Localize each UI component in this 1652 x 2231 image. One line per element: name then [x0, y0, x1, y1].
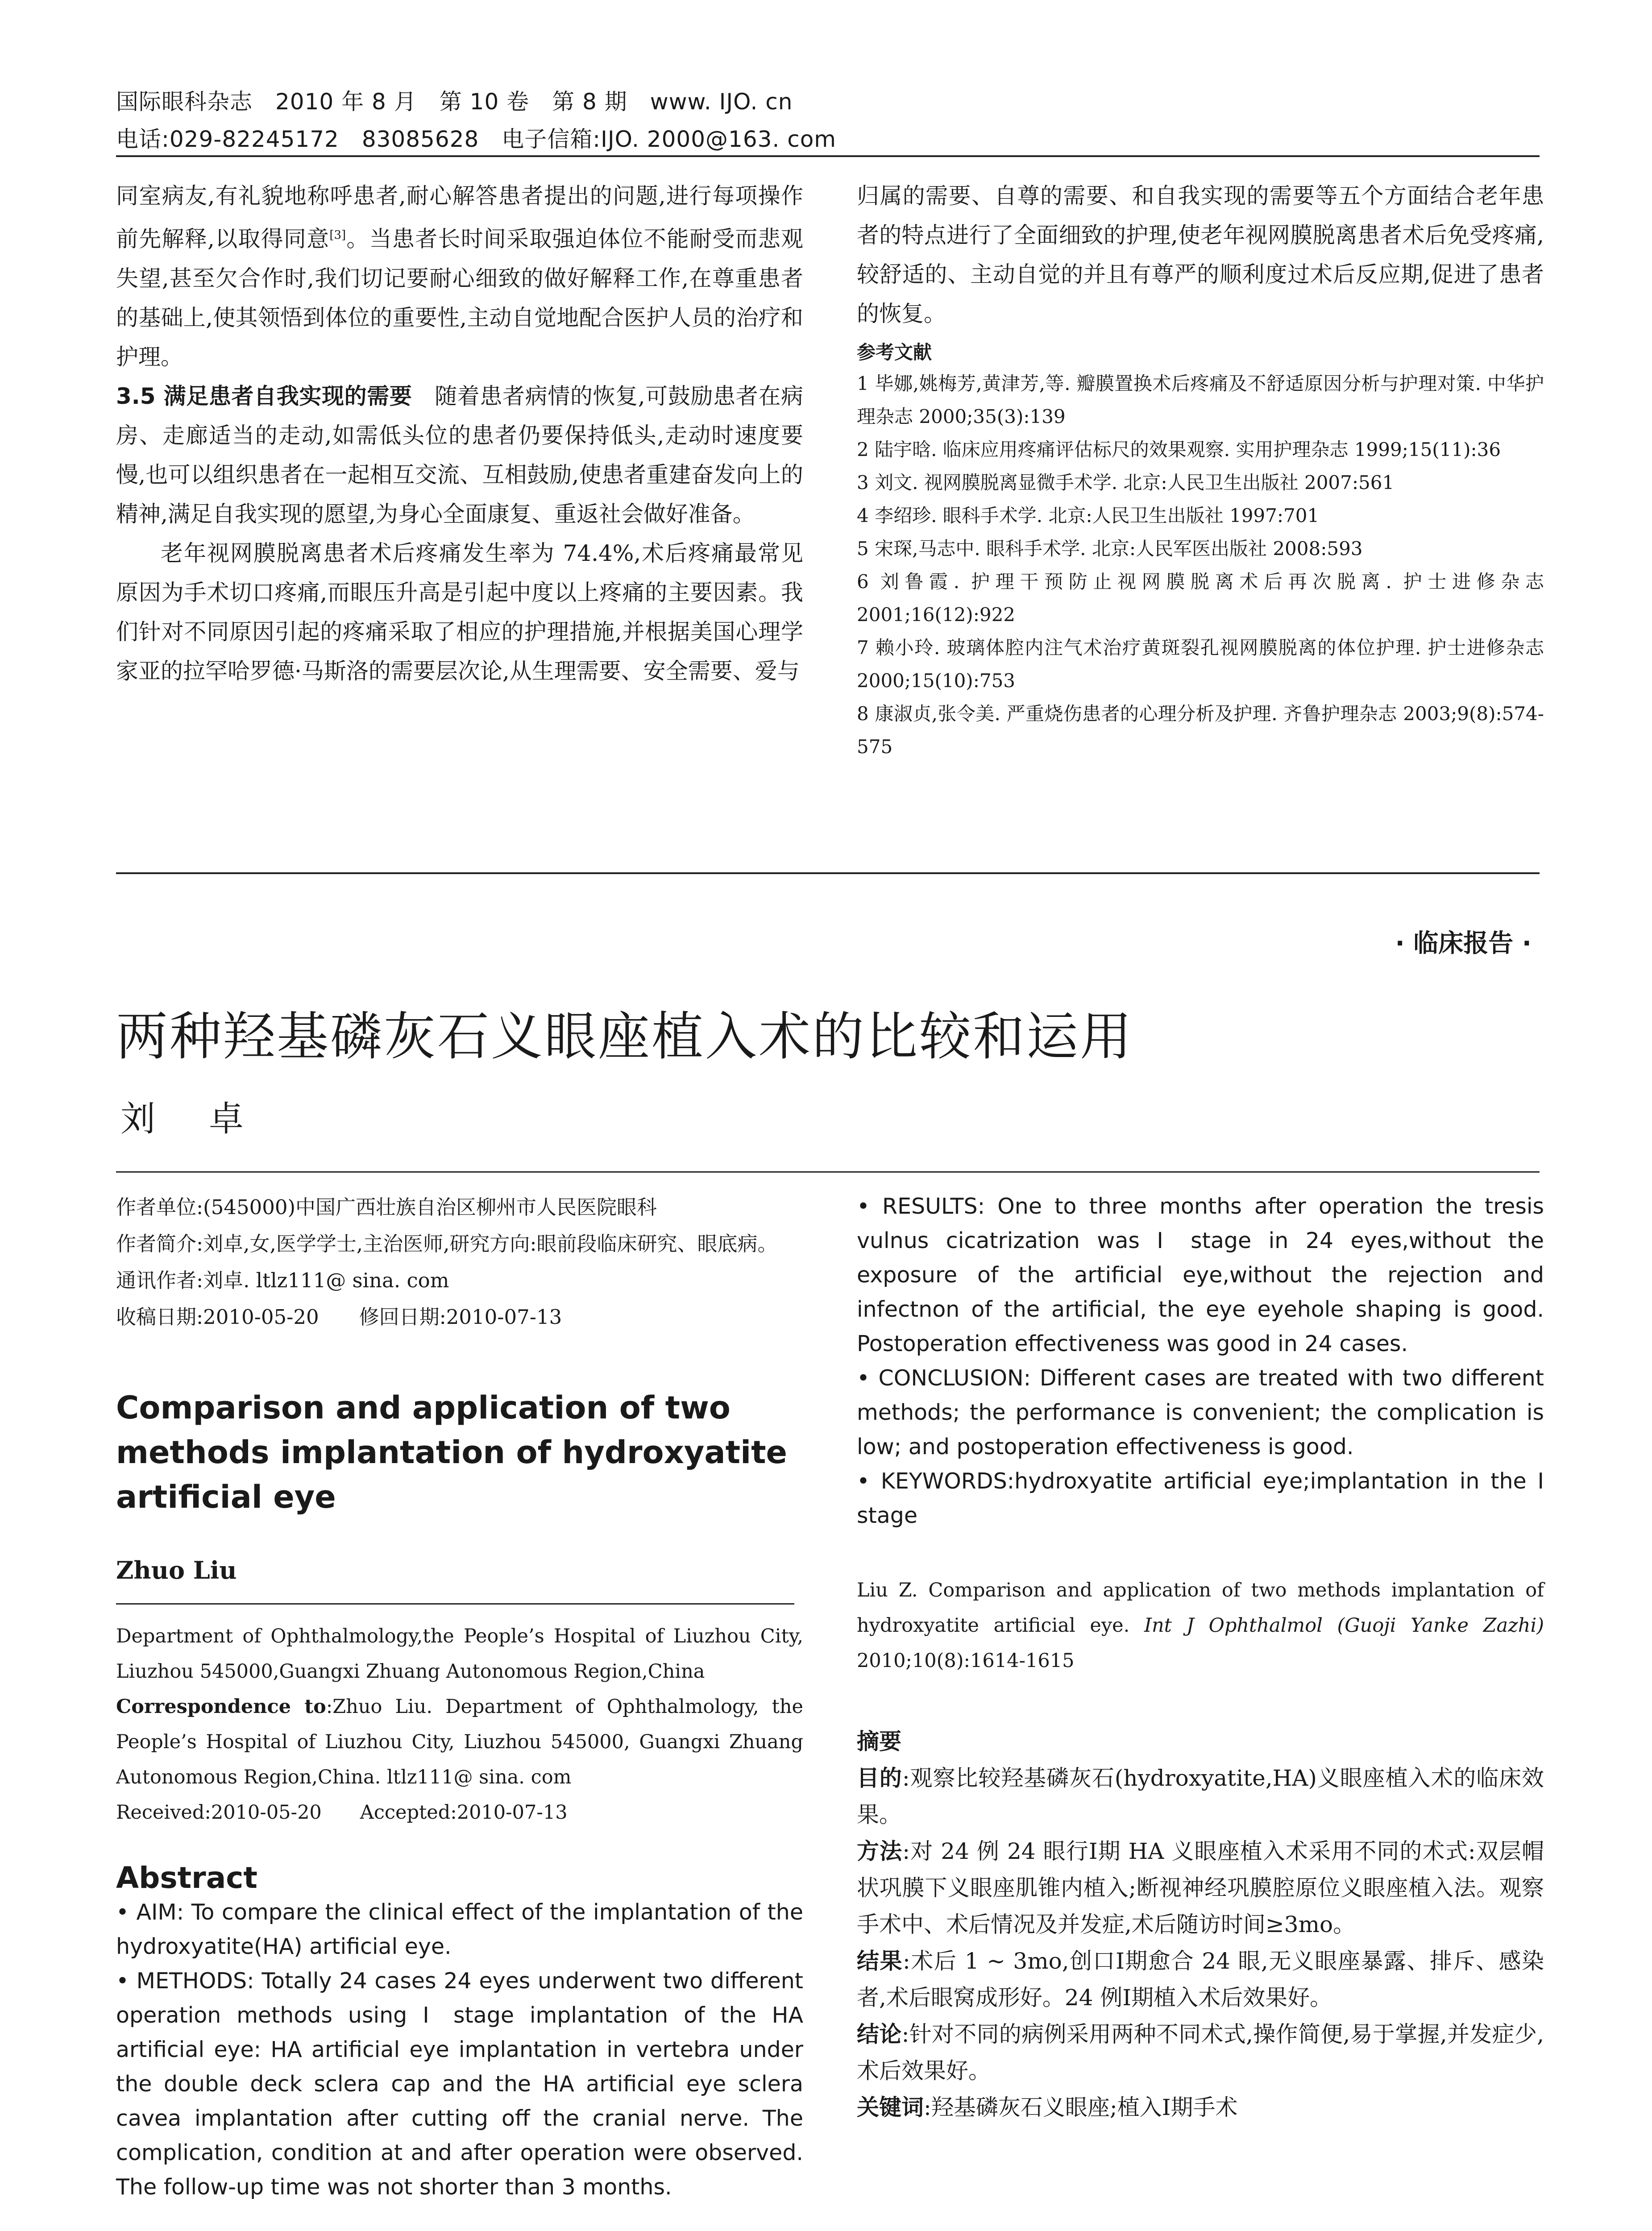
cn-abstract-conclusion: 结论:针对不同的病例采用两种不同术式,操作简便,易于掌握,并发症少,术后效果好。	[857, 2021, 1544, 2084]
reference-item: 8 康淑贞,张令美. 严重烧伤患者的心理分析及护理. 齐鲁护理杂志 2003;9(8):574-575	[857, 703, 1544, 758]
prev-paragraph-3: 老年视网膜脱离患者术后疼痛发生率为 74.4%,术后疼痛最常见原因为手术切口疼痛,而眼压升高是引起中度以上疼痛的主要因素。我们针对不同原因引起的疼痛采取了相应的护理措施,并根据美国心理学家亚的拉罕哈罗德·马斯洛的需要层次论,从生理需要、安全需要、爱与	[116, 540, 803, 684]
corresponding-author-cn: 通讯作者:刘卓. ltlz111@ sina. com	[116, 1269, 449, 1292]
cn-abstract-heading: 摘要	[857, 1729, 901, 1754]
article-left-column	[116, 1189, 803, 2204]
abstract-keywords: • KEYWORDS:hydroxyatite artificial eye;implantation in the Ⅰ stage	[857, 1468, 1544, 1528]
article-right-column	[857, 1189, 1544, 2126]
abstract-results: • RESULTS: One to three months after operation the tresis vulnus cicatrization was Ⅰ stage in 24 eyes,without the exposure of the artificial eye,without the rejection and infectnon of the artificial, the eye eyehole shaping is good. Postoperation effectiveness was good in 24 cases.	[857, 1194, 1544, 1356]
cn-abstract-methods: 方法:对 24 例 24 眼行Ⅰ期 HA 义眼座植入术采用不同的术式:双层帽状巩膜下义眼座肌锥内植入;断视神经巩膜腔原位义眼座植入法。观察手术中、术后情况及并发症,术后随访时间≥3mo。	[857, 1838, 1544, 1937]
article-author-en: Zhuo Liu	[116, 1556, 237, 1584]
cn-abstract-keywords: 关键词:羟基磷灰石义眼座;植入Ⅰ期手术	[857, 2094, 1238, 2120]
references-title: 参考文献	[857, 341, 932, 363]
citation: Liu Z. Comparison and application of two methods implantation of hydroxyatite artificial eye. Int J Ophthalmol (Guoji Yanke Zazhi) 2010;10(8):1614-1615	[857, 1579, 1544, 1672]
reference-item: 6 刘鲁霞. 护理干预防止视网膜脱离术后再次脱离. 护士进修杂志 2001;16(12):922	[857, 571, 1544, 626]
journal-header-line1: 国际眼科杂志 2010 年 8 月 第 10 卷 第 8 期 www. IJO. cn	[116, 89, 793, 115]
reference-item: 4 李绍珍. 眼科手术学. 北京:人民卫生出版社 1997:701	[857, 505, 1320, 527]
abstract-heading: Abstract	[116, 1861, 257, 1895]
section-tag: · 临床报告 ·	[1395, 929, 1532, 958]
cn-abstract-results: 结果:术后 1 ~ 3mo,创口Ⅰ期愈合 24 眼,无义眼座暴露、排斥、感染者,术后眼窝成形好。24 例Ⅰ期植入术后效果好。	[857, 1948, 1544, 2011]
affiliation-en: Department of Ophthalmology,the People’s Hospital of Liuzhou City, Liuzhou 545000,Guangxi Zhuang Autonomous Region,China	[116, 1625, 803, 1683]
prev-paragraph-2: 3.5 满足患者自我实现的需要 随着患者病情的恢复,可鼓励患者在病房、走廊适当的走动,如需低头位的患者仍要保持低头,走动时速度要慢,也可以组织患者在一起相互交流、互相鼓励,使患者重建奋发向上的精神,满足自我实现的愿望,为身心全面康复、重返社会做好准备。	[116, 383, 803, 527]
prev-paragraph-4: 归属的需要、自尊的需要、和自我实现的需要等五个方面结合老年患者的特点进行了全面细致的护理,使老年视网膜脱离患者术后免受疼痛,较舒适的、主动自觉的并且有尊严的顺利度过术后反应期,促进了患者的恢复。	[857, 183, 1544, 327]
abstract-aim: • AIM: To compare the clinical effect of the implantation of the hydroxyatite(HA) artificial eye.	[116, 1899, 803, 1959]
reference-item: 1 毕娜,姚梅芳,黄津芳,等. 瓣膜置换术后疼痛及不舒适原因分析与护理对策. 中华护理杂志 2000;35(3):139	[857, 373, 1544, 427]
author-affiliation-cn: 作者单位:(545000)中国广西壮族自治区柳州市人民医院眼科	[116, 1195, 657, 1219]
prev-article-right-column	[857, 176, 1544, 763]
title-rule	[116, 1171, 1540, 1173]
reference-item: 7 赖小玲. 玻璃体腔内注气术治疗黄斑裂孔视网膜脱离的体位护理. 护士进修杂志 2000;15(10):753	[857, 637, 1544, 692]
reference-item: 2 陆宇晗. 临床应用疼痛评估标尺的效果观察. 实用护理杂志 1999;15(11):36	[857, 439, 1501, 460]
article-title-cn: 两种羟基磷灰石义眼座植入术的比较和运用	[116, 1007, 1133, 1067]
reference-item: 3 刘文. 视网膜脱离显微手术学. 北京:人民卫生出版社 2007:561	[857, 472, 1395, 493]
article-separator-rule	[116, 872, 1540, 874]
received-accepted-en: Received:2010-05-20 Accepted:2010-07-13	[116, 1801, 568, 1824]
prev-paragraph-1: 同室病友,有礼貌地称呼患者,耐心解答患者提出的问题,进行每项操作前先解释,以取得同意[3]。当患者长时间采取强迫体位不能耐受而悲观失望,甚至欠合作时,我们切记要耐心细致的做好解释工作,在尊重患者的基础上,使其领悟到体位的重要性,主动自觉地配合医护人员的治疗和护理。	[116, 183, 803, 370]
article-author-cn: 刘卓	[120, 1099, 298, 1139]
article-title-en: Comparison and application of two methods implantation of hydroxyatite artificial eye	[116, 1389, 788, 1515]
abstract-methods: • METHODS: Totally 24 cases 24 eyes underwent two different operation methods using Ⅰ stage implantation of the HA artificial eye: HA artificial eye implantation in vertebra under the double deck sclera cap and the HA artificial eye sclera cavea implantation after cutting off the cranial nerve. The complication, condition at and after operation were observed. The follow-up time was not shorter than 3 months.	[116, 1968, 803, 2200]
prev-article-left-column	[116, 176, 803, 691]
author-profile-cn: 作者简介:刘卓,女,医学学士,主治医师,研究方向:眼前段临床研究、眼底病。	[116, 1232, 778, 1256]
abstract-conclusion: • CONCLUSION: Different cases are treated with two different methods; the performance is convenient; the complication is low; and postoperation effectiveness is good.	[857, 1365, 1544, 1460]
cn-abstract-aim: 目的:观察比较羟基磷灰石(hydroxyatite,HA)义眼座植入术的临床效果。	[857, 1765, 1544, 1828]
header-rule	[116, 155, 1540, 157]
section-heading-3-5: 3.5 满足患者自我实现的需要	[116, 383, 412, 409]
reference-item: 5 宋琛,马志中. 眼科手术学. 北京:人民军医出版社 2008:593	[857, 538, 1363, 560]
journal-header-line2: 电话:029-82245172 83085628 电子信箱:IJO. 2000@163. com	[116, 126, 837, 152]
dates-cn: 收稿日期:2010-05-20 修回日期:2010-07-13	[116, 1305, 562, 1329]
correspondence-en: Correspondence to:Zhuo Liu. Department of Ophthalmology, the People’s Hospital of Liuzhou City, Liuzhou 545000, Guangxi Zhuang Autonomous Region,China. ltlz111@ sina. com	[116, 1696, 804, 1788]
author-rule	[116, 1603, 794, 1605]
